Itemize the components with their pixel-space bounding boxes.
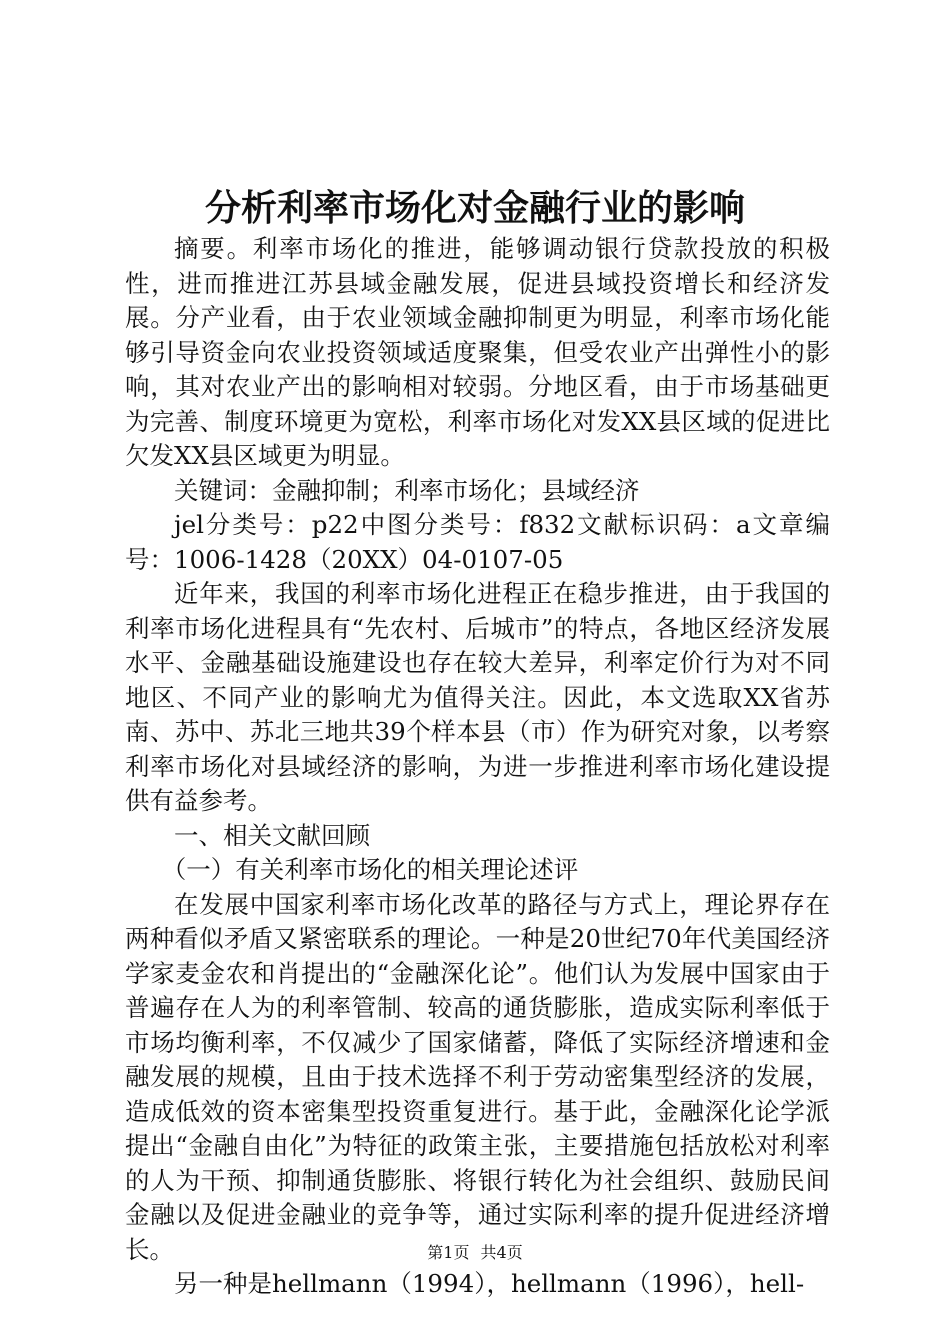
- theory-paragraph: 在发展中国家利率市场化改革的路径与方式上，理论界存在两种看似矛盾又紧密联系的理论。一种是20世纪70年代美国经济学家麦金农和肖提出的“金融深化论”。他们认为发展中国家由于普遍存在人为的利率管制、较高的通货膨胀，造成实际利率低于市场均衡利率，不仅减少了国家储蓄，降低了实际经济增速和金融发展的规模，且由于技术选择不利于劳动密集型经济的发展，造成低效的资本密集型投资重复进行。基于此，金融深化论学派提出“金融自由化”为特征的政策主张，主要措施包括放松对利率的人为干预、抑制通货膨胀、将银行转化为社会组织、鼓励民间金融以及促进金融业的竞争等，通过实际利率的提升促进经济增长。: [125, 889, 830, 1264]
- classification-paragraph: jel分类号：p22中图分类号：f832文献标识码：a文章编号：1006-1428（20XX）04-0107-05: [125, 510, 830, 574]
- page-total: 共4页: [480, 1243, 523, 1262]
- page-title: 分析利率市场化对金融行业的影响: [204, 187, 745, 229]
- intro-paragraph: 近年来，我国的利率市场化进程正在稳步推进，由于我国的利率市场化进程具有“先农村、后城市”的特点，各地区经济发展水平、金融基础设施建设也存在较大差异，利率定价行为对不同地区、不同产业的影响尤为值得关注。因此，本文选取XX省苏南、苏中、苏北三地共39个样本县（市）作为研究对象，以考察利率市场化对县域经济的影响，为进一步推进利率市场化建设提供有益参考。: [125, 579, 830, 815]
- page-number: 第1页: [427, 1243, 470, 1262]
- abstract-paragraph: 摘要。利率市场化的推进，能够调动银行贷款投放的积极性，进而推进江苏县域金融发展，促进县域投资增长和经济发展。分产业看，由于农业领域金融抑制更为明显，利率市场化能够引导资金向农业投资领域适度聚集，但受农业产出弹性小的影响，其对农业产出的影响相对较弱。分地区看，由于市场基础更为完善、制度环境更为宽松，利率市场化对发XX县区域的促进比欠发XX县区域更为明显。: [125, 234, 830, 470]
- another-theory-paragraph: 另一种是hellmann（1994），hellmann（1996），hell-: [174, 1269, 805, 1298]
- section-heading: 一、相关文献回顾: [174, 820, 370, 850]
- document-body: [125, 232, 830, 1302]
- page-footer: [0, 1242, 950, 1264]
- subsection-heading: （一）有关利率市场化的相关理论述评: [161, 855, 579, 884]
- keywords-paragraph: 关键词：金融抑制；利率市场化；县域经济: [174, 475, 640, 505]
